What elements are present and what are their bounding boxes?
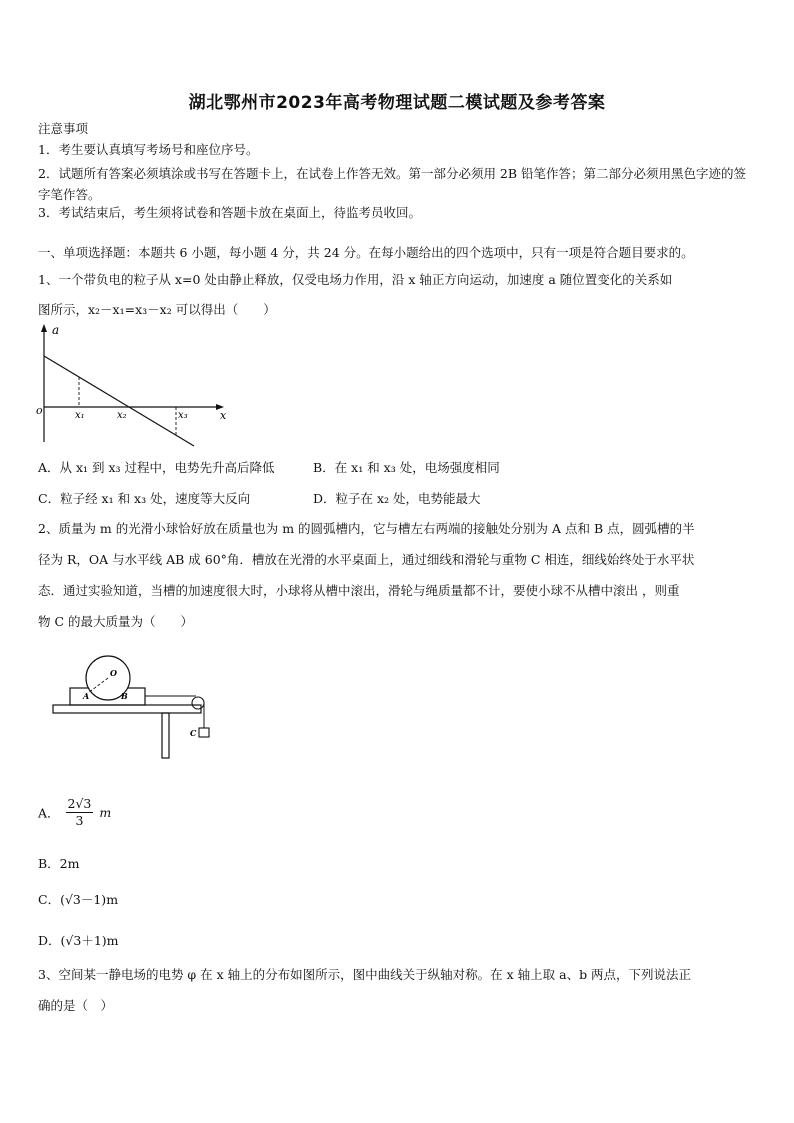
notice-item-3: 3．考试结束后，考生须将试卷和答题卡放在桌面上，待监考员收回。: [38, 205, 421, 220]
q3-stem-line2: 确的是（ ）: [38, 998, 114, 1013]
y-axis-arrow: [41, 324, 47, 332]
fraction-denominator: 3: [75, 813, 84, 828]
q1-option-a: A．从 x₁ 到 x₃ 过程中，电势先升高后降低: [38, 460, 275, 475]
weight-c: [199, 728, 209, 737]
q2-stem-line2: 径为 R，OA 与水平线 AB 成 60°角．槽放在光滑的水平桌面上，通过细线和滑轮与重物 C 相连，细线始终处于水平状: [38, 552, 695, 567]
q2-option-a: [38, 796, 111, 829]
q2-apparatus-diagram: [50, 648, 220, 762]
label-b: B: [121, 691, 128, 701]
origin-label: o: [36, 404, 43, 417]
section-heading: 一、单项选择题：本题共 6 小题，每小题 4 分，共 24 分。在每小题给出的四个选项中，只有一项是符合题目要求的。: [38, 245, 694, 260]
q2-option-c: C．(√3－1)m: [38, 892, 119, 907]
label-o: O: [110, 668, 117, 678]
notice-heading: 注意事项: [38, 121, 89, 136]
q2-option-d: D．(√3＋1)m: [38, 933, 119, 948]
q2-option-a-prefix: A．: [38, 805, 60, 821]
y-axis-label: a: [52, 323, 60, 337]
q1-stem-line2: 图所示，x₂－x₁=x₃－x₂ 可以得出（ ）: [38, 302, 276, 317]
notice-item-2: 2．试题所有答案必须填涂或书写在答题卡上，在试卷上作答无效。第一部分必须用 2B 铅笔作答；第二部分必须用黑色字迹的签字笔作答。: [38, 166, 747, 202]
q2-option-a-var: m: [99, 805, 112, 820]
q3-stem-line1: 3、空间某一静电场的电势 φ 在 x 轴上的分布如图所示，图中曲线关于纵轴对称。在 x 轴上取 a、b 两点，下列说法正: [38, 967, 692, 982]
q2-option-b: B．2m: [38, 856, 80, 871]
tick-x3: x₃: [178, 410, 188, 421]
label-a: A: [83, 691, 90, 701]
pulley: [192, 697, 204, 709]
q1-stem-line1: 1、一个带负电的粒子从 x=0 处由静止释放，仅受电场力作用，沿 x 轴正方向运动，加速度 a 随位置变化的关系如: [38, 272, 673, 287]
fraction-numerator: 2√3: [67, 796, 92, 811]
x-axis-label: x: [220, 409, 227, 422]
notice-item-1: 1．考生要认真填写考场号和座位序号。: [38, 142, 259, 157]
tick-x1: x₁: [75, 410, 85, 421]
tick-x2: x₂: [117, 410, 127, 421]
table-top: [53, 705, 201, 713]
q1-option-d: D．粒子在 x₂ 处，电势能最大: [313, 491, 481, 506]
q1-option-c: C．粒子经 x₁ 和 x₃ 处，速度等大反向: [38, 491, 251, 506]
table-leg: [162, 713, 169, 758]
q2-stem-line3: 态．通过实验知道，当槽的加速度很大时，小球将从槽中滚出，滑轮与绳质量都不计，要使小球不从槽中滚出 ，则重: [38, 583, 680, 598]
q1-acceleration-graph: [34, 322, 234, 452]
q2-stem-line4: 物 C 的最大质量为（ ）: [38, 614, 194, 629]
q2-stem-line1: 2、质量为 m 的光滑小球恰好放在质量也为 m 的圆弧槽内，它与槽左右两端的接触处分别为 A 点和 B 点，圆弧槽的半: [38, 521, 695, 536]
acceleration-line: [44, 356, 194, 446]
page-title: 湖北鄂州市2023年高考物理试题二模试题及参考答案: [188, 93, 606, 113]
label-c: C: [190, 728, 197, 738]
q2-option-a-fraction: [66, 796, 94, 829]
q1-option-b: B．在 x₁ 和 x₃ 处，电场强度相同: [313, 460, 500, 475]
